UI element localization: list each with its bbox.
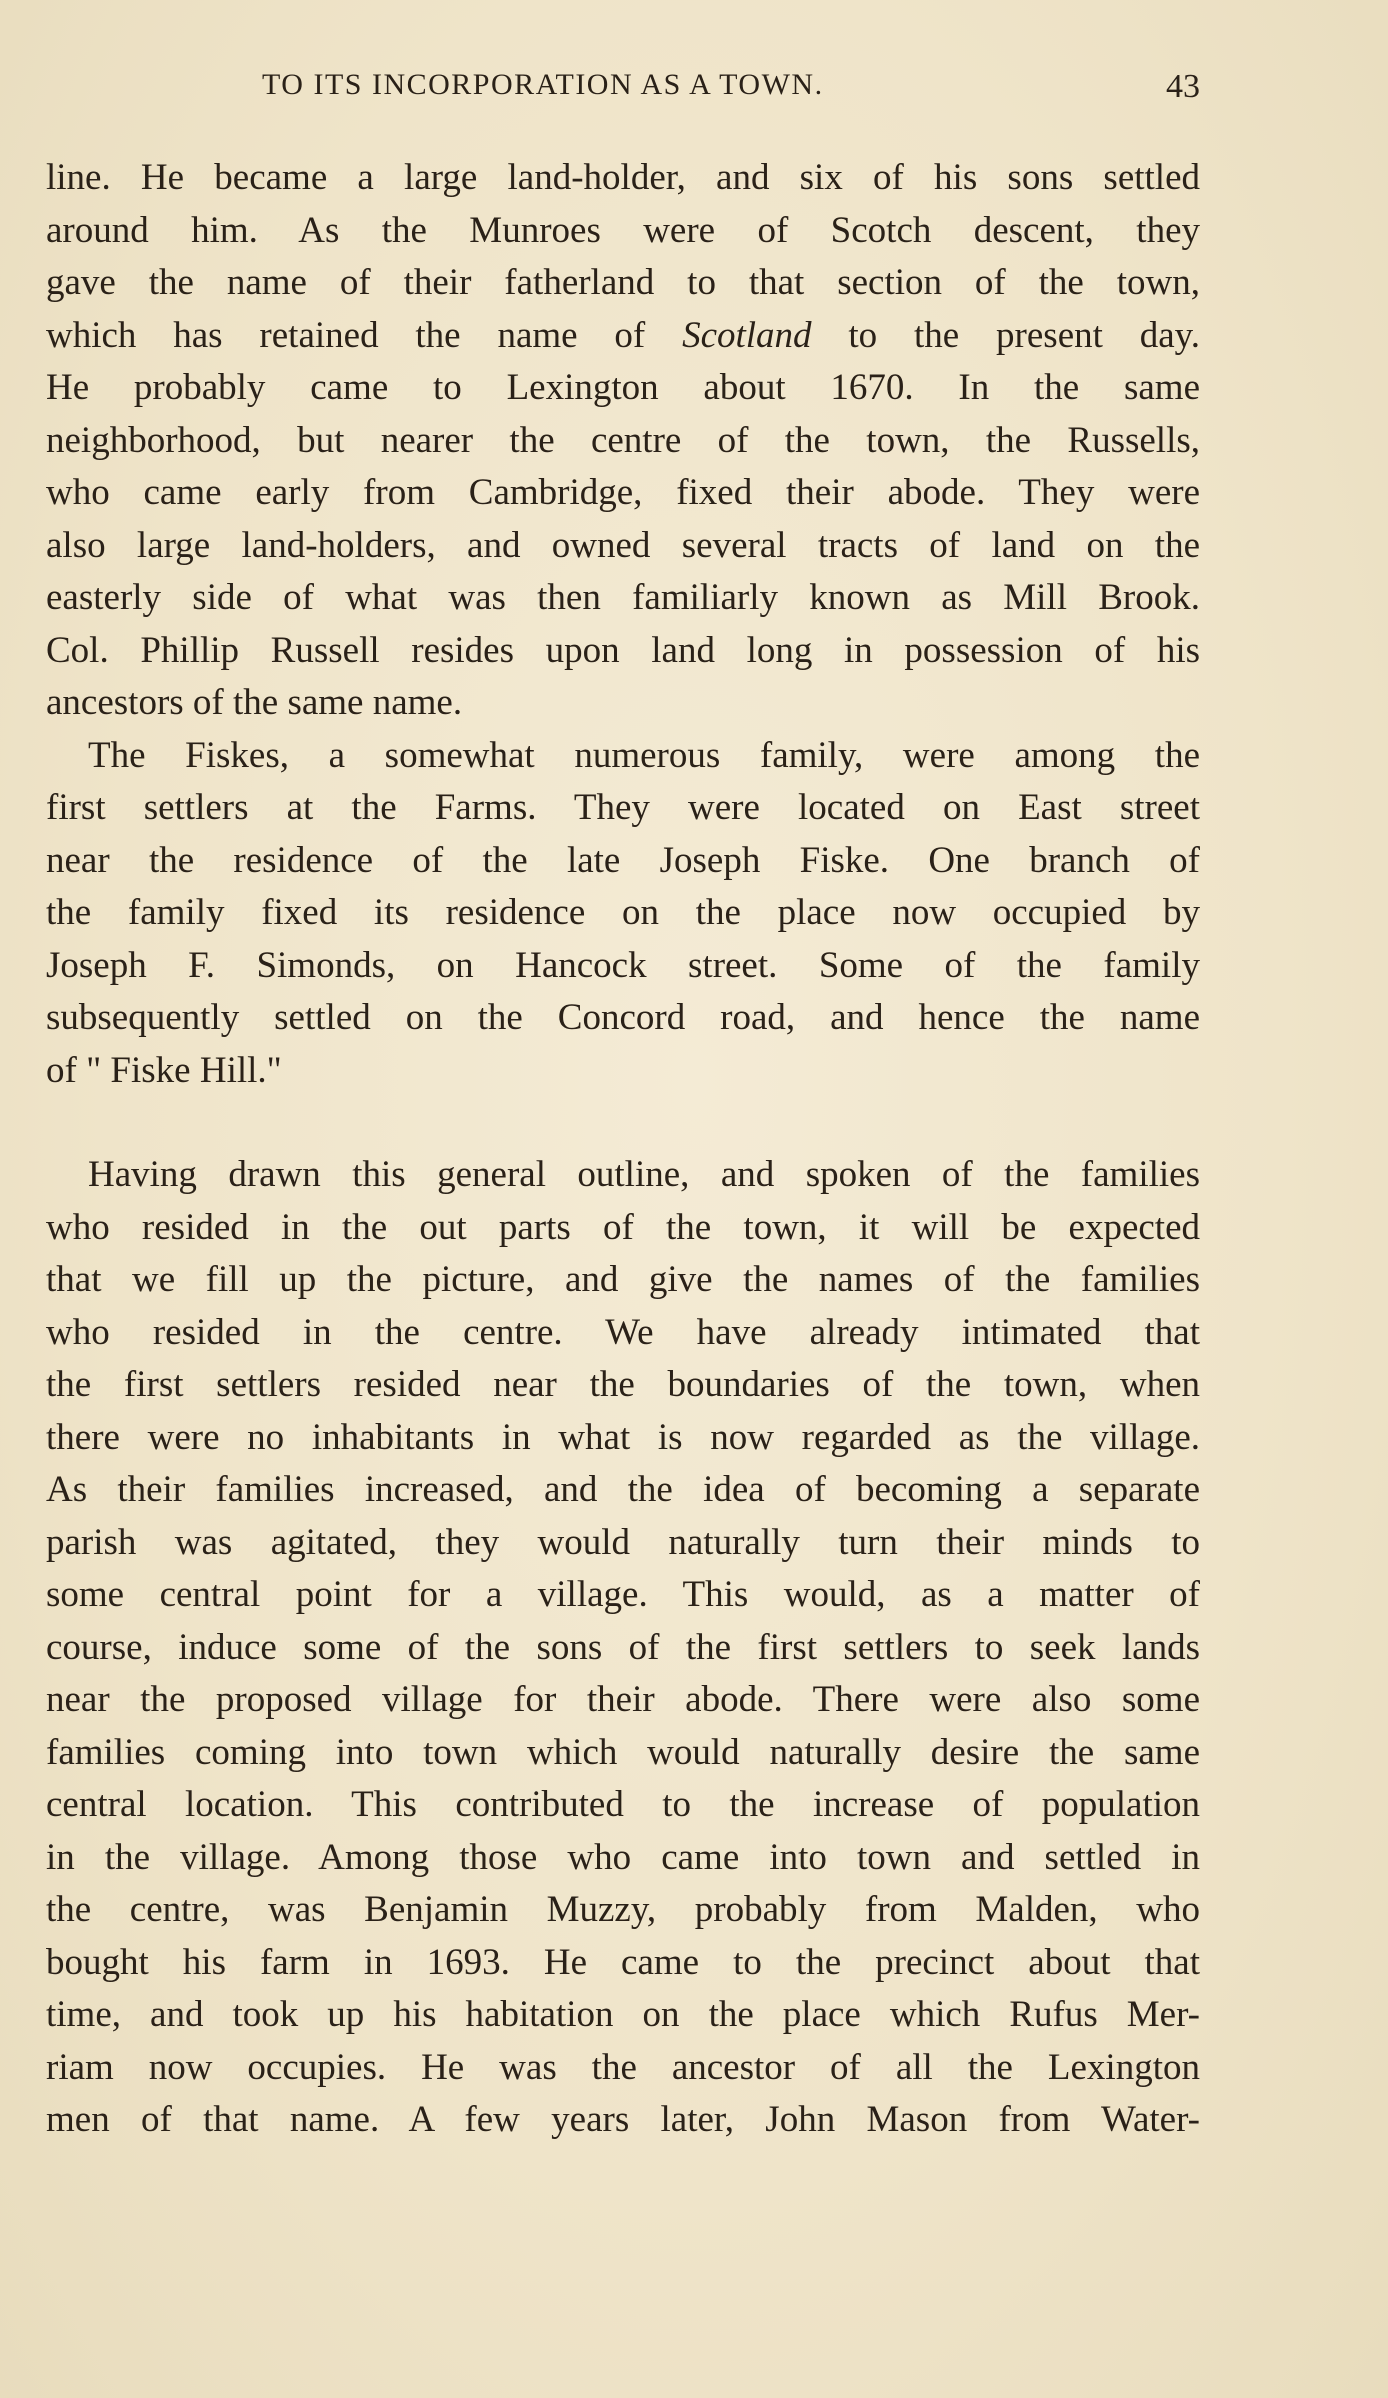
text-line (46, 310, 1200, 363)
text-line: the family fixed its residence on the place now occupied by (46, 892, 1200, 933)
page-number: 43 (1166, 68, 1200, 105)
text-line: who resided in the out parts of the town, it will be expected (46, 1206, 1200, 1248)
running-head: TO ITS INCORPORATION AS A TOWN. (262, 68, 824, 101)
text-line: near the proposed village for their abode. There were also some (46, 1679, 1200, 1720)
text-line: who resided in the centre. We have already intimated that (46, 1311, 1200, 1353)
paragraph-fiskes (46, 730, 1200, 1098)
text-line: bought his farm in 1693. He came to the precinct about that (46, 1941, 1200, 1983)
text-line: also large land-holders, and owned several tracts of land on the (46, 524, 1200, 566)
paragraph-gap (46, 1097, 1200, 1149)
text-line: in the village. Among those who came into town and settled in (46, 1836, 1200, 1878)
text-line: neighborhood, but nearer the centre of the town, the Russells, (46, 419, 1200, 461)
text-line: easterly side of what was then familiarly known as Mill Brook. (46, 577, 1200, 618)
text-line: The Fiskes, a somewhat numerous family, were among the (88, 734, 1200, 776)
text-line: some central point for a village. This would, as a matter of (46, 1574, 1200, 1615)
text-line: of " Fiske Hill." (46, 1049, 282, 1091)
page-header (262, 68, 1200, 118)
text-line: ancestors of the same name. (46, 682, 463, 723)
text-line: gave the name of their fatherland to that section of the town, (46, 262, 1200, 303)
italic-place-name: Scotland (682, 314, 812, 356)
text-line: time, and took up his habitation on the place which Rufus Mer- (46, 1994, 1200, 2035)
text-line: near the residence of the late Joseph Fiske. One branch of (46, 839, 1200, 881)
text-line: subsequently settled on the Concord road, and hence the name (46, 997, 1200, 1038)
text-span: to the present day. (848, 314, 1200, 356)
text-line: there were no inhabitants in what is now regarded as the village. (46, 1416, 1200, 1458)
text-span: which has retained the name of (46, 314, 646, 356)
text-line: the centre, was Benjamin Muzzy, probably from Malden, who (46, 1889, 1200, 1930)
text-line: line. He became a large land-holder, and six of his sons settled (46, 157, 1200, 198)
text-line: He probably came to Lexington about 1670. In the same (46, 367, 1200, 408)
text-line: first settlers at the Farms. They were located on East street (46, 787, 1200, 828)
text-line: Having drawn this general outline, and spoken of the families (88, 1154, 1200, 1195)
text-line: central location. This contributed to the increase of population (46, 1784, 1200, 1825)
text-line: the first settlers resided near the boundaries of the town, when (46, 1364, 1200, 1405)
text-line: Col. Phillip Russell resides upon land long in possession of his (46, 629, 1200, 671)
body-text (46, 152, 1200, 2147)
text-line: men of that name. A few years later, John Mason from Water- (46, 2099, 1200, 2140)
text-line: riam now occupies. He was the ancestor of all the Lexington (46, 2046, 1200, 2088)
paragraph-munroes-russells (46, 152, 1200, 730)
paragraph-village-families (46, 1149, 1200, 2147)
text-line: that we fill up the picture, and give the names of the families (46, 1259, 1200, 1300)
text-line: who came early from Cambridge, fixed their abode. They were (46, 472, 1200, 513)
text-line: Joseph F. Simonds, on Hancock street. Some of the family (46, 944, 1200, 986)
text-line: parish was agitated, they would naturally turn their minds to (46, 1521, 1200, 1563)
text-line: around him. As the Munroes were of Scotch descent, they (46, 209, 1200, 251)
text-line: course, induce some of the sons of the first settlers to seek lands (46, 1626, 1200, 1668)
text-line: As their families increased, and the idea of becoming a separate (46, 1469, 1200, 1510)
text-line: families coming into town which would naturally desire the same (46, 1731, 1200, 1773)
